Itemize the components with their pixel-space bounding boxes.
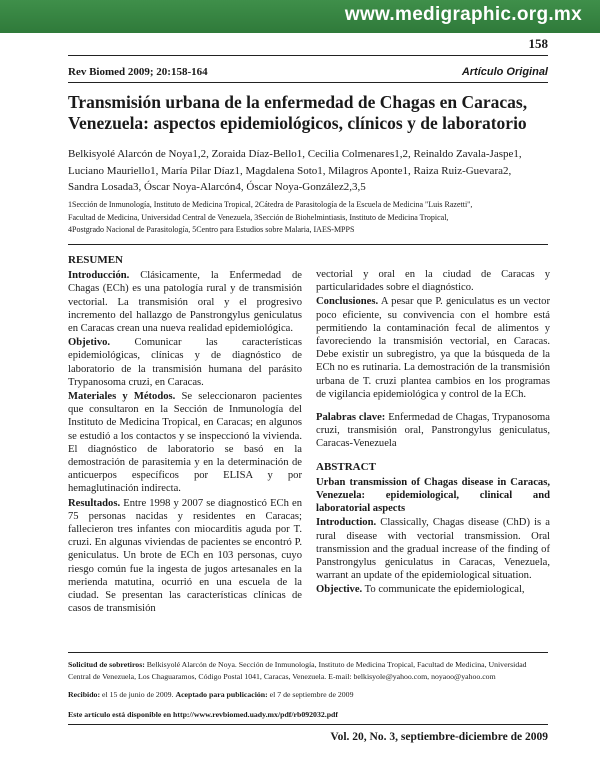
received-label: Recibido: bbox=[68, 690, 101, 699]
objetivo-text: Comunicar las características epidemiológicas, clínicas y de diagnóstico de laboratorio de la transmisión humana del parásito Trypanosoma cruzi, en Caracas. bbox=[68, 337, 303, 388]
resultados-continued: vectorial y oral en la ciudad de Caracas y particularidades sobre el diagnóstico. bbox=[316, 269, 550, 294]
title-line-1: Transmisión urbana de la enfermedad de Chagas en Caracas, bbox=[68, 92, 528, 112]
bottom-rule bbox=[68, 724, 548, 725]
footnote-label: Solicitud de sobretiros: bbox=[68, 660, 145, 669]
en-objective-lead: Objective. bbox=[316, 584, 363, 596]
affiliations-line-1: 1Sección de Inmunología, Instituto de Medicina Tropical, 2Cátedra de Parasitología de la Escuela de Medicina "Luis Razetti", bbox=[68, 200, 473, 209]
title-rule bbox=[68, 82, 548, 83]
keywords-text: Enfermedad de Chagas, Trypanosoma cruzi, transmisión oral, Panstrongylus geniculatus, Caracas-Venezuela bbox=[316, 412, 550, 450]
authors-line-1: Belkisyolé Alarcón de Noya1,2, Zoraida Díaz-Bello1, Cecilia Colmenares1,2, Reinaldo Zavala-Jaspe1, bbox=[68, 148, 522, 160]
metodos-lead: Materiales y Métodos. bbox=[68, 391, 176, 403]
article-type: Artículo Original bbox=[461, 66, 548, 78]
resultados-text: Entre 1998 y 2007 se diagnosticó ECh en 75 personas nacidas y residentes en Caracas; fallecieron tres infantes con miocarditis aguda por T. cruzi. En algunas viviendas de pacientes se encontró P. geniculatus. Un brote de ECh en 103 personas, cuyo riesgo común fue la ingesta de jugos artesanales en la merienda matutina, ocurrió en una escuela de la ciudad. Se presentan las características clínicas de casos de transmisión bbox=[68, 497, 302, 615]
conclusiones-lead: Conclusiones. bbox=[316, 296, 379, 308]
correspondence-footnote bbox=[68, 659, 548, 682]
page-number: 158 bbox=[528, 36, 548, 51]
right-column bbox=[316, 268, 550, 598]
conclusiones-text: A pesar que P. geniculatus es un vector poco eficiente, su convivencia con el hombre está permitiendo la contaminación fecal de alimentos y favoreciendo la transmisión vectorial, en Caracas. Debe existir un subregistro, ya que la búsqueda de la ECh no es rutinaria. La demostración de la transmisión urbana de T. cruzi plantea cambios en los programas de vigilancia epidemiológica y control de la ECh. bbox=[316, 296, 550, 400]
en-intro-paragraph bbox=[316, 516, 550, 582]
keywords-paragraph bbox=[316, 411, 550, 451]
received-date: el 15 de junio de 2009. bbox=[102, 690, 174, 699]
resultados-lead: Resultados. bbox=[68, 497, 121, 509]
accepted-date: el 7 de septiembre de 2009 bbox=[269, 690, 354, 699]
left-column bbox=[68, 254, 302, 616]
header-rule bbox=[68, 55, 548, 56]
accepted-label: Aceptado para publicación: bbox=[175, 690, 268, 699]
article-title bbox=[68, 92, 548, 134]
keywords-lead: Palabras clave: bbox=[316, 412, 386, 424]
resultados-paragraph bbox=[68, 497, 302, 616]
footnote-text: Belkisyolé Alarcón de Noya. Sección de Inmunología, Instituto de Medicina Tropical, Facultad de Medicina, Universidad Central de Venezuela, Los Chaguaramos, Código Postal 1041, Caracas, Venezuela. E-mail: belkisyole@yahoo.com, noyaoo@yahoo.com bbox=[68, 660, 527, 681]
received-line bbox=[68, 690, 353, 699]
title-line-2: Venezuela: aspectos epidemiológicos, clínicos y de laboratorio bbox=[68, 113, 527, 133]
affiliations bbox=[68, 199, 548, 237]
conclusiones-paragraph bbox=[316, 295, 550, 401]
affiliation-rule bbox=[68, 244, 548, 245]
en-objective-text: To communicate the epidemiological, bbox=[364, 584, 525, 596]
availability-note[interactable]: Este artículo está disponible en http://www.revbiomed.uady.mx/pdf/rb092032.pdf bbox=[68, 710, 338, 719]
metodos-paragraph bbox=[68, 390, 302, 496]
site-banner bbox=[0, 0, 600, 33]
authors-line-2: Luciano Mauriello1, María Pilar Díaz1, Magdalena Soto1, Milagros Aponte1, Raiza Ruiz-Guevara2, bbox=[68, 164, 512, 177]
site-url[interactable]: www.medigraphic.org.mx bbox=[344, 4, 582, 25]
objetivo-lead: Objetivo. bbox=[68, 337, 111, 349]
en-intro-text: Classically, Chagas disease (ChD) is a rural disease with vectorial transmission. Oral transmission and the gradual increase of the finding of Panstrongylus geniculatus in Caracas, Venezuela, warrant an update of the epidemiological situation. bbox=[316, 517, 550, 582]
resumen-heading: RESUMEN bbox=[68, 254, 124, 266]
intro-paragraph bbox=[68, 269, 302, 335]
objetivo-paragraph bbox=[68, 336, 302, 389]
affiliations-line-3: 4Postgrado Nacional de Parasitología, 5Centro para Estudios sobre Malaria, IAES-MPPS bbox=[68, 225, 355, 234]
intro-lead: Introducción. bbox=[68, 270, 130, 282]
volume-info: Vol. 20, No. 3, septiembre-diciembre de 2009 bbox=[330, 731, 548, 743]
footnote-rule bbox=[68, 652, 548, 653]
affiliations-line-2: Facultad de Medicina, Universidad Central de Venezuela, 3Sección de Biohelmintiasis, Instituto de Medicina Tropical, bbox=[68, 212, 449, 222]
authors-line-3: Sandra Losada3, Óscar Noya-Alarcón4, Óscar Noya-González2,3,5 bbox=[68, 181, 366, 193]
en-objective-paragraph bbox=[316, 583, 550, 596]
abstract-title: Urban transmission of Chagas disease in Caracas, Venezuela: epidemiological, clinical and laboratorial aspects bbox=[316, 476, 550, 515]
intro-text: Clásicamente, la Enfermedad de Chagas (ECh) es una patología rural y de transmisión vectorial. La transmisión oral y el progresivo incremento del hallazgo de Panstrongylus geniculatus en Caracas crean una nueva realidad epidemiológica. bbox=[68, 270, 302, 335]
abstract-heading: ABSTRACT bbox=[316, 460, 376, 473]
metodos-text: Se seleccionaron pacientes que consultaron en la Sección de Inmunología del Instituto de Medicina Tropical, en Caracas; en algunos se estudió a los contactos y se inspeccionó la vivienda. El diagnóstico de laboratorio se basó en la demostración de parasitemia y en la determinación de anticuerpos específicos por ELISA y por hemaglutinación indirecta. bbox=[68, 391, 302, 495]
author-list bbox=[68, 146, 548, 196]
en-intro-lead: Introduction. bbox=[316, 517, 377, 529]
journal-reference: Rev Biomed 2009; 20:158-164 bbox=[68, 66, 208, 78]
